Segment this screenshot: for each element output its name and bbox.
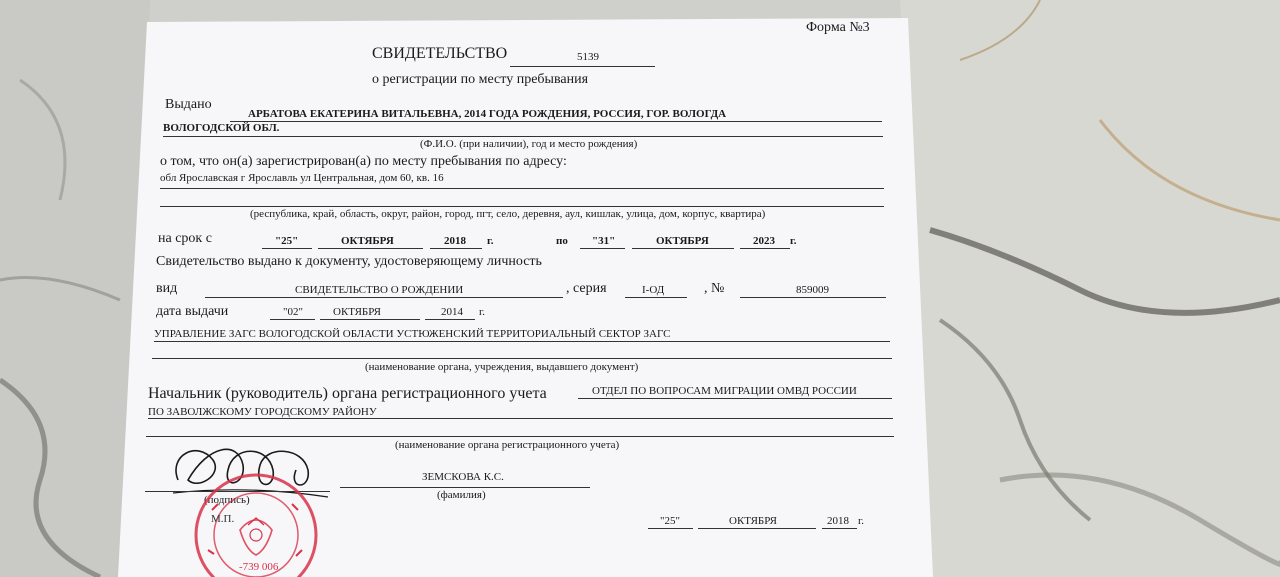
period-to-year-suffix: г.: [790, 235, 797, 247]
document-subtitle: о регистрации по месту пребывания: [372, 72, 589, 87]
period-to-month: ОКТЯБРЯ: [656, 235, 709, 247]
doc-number-underline: [740, 297, 886, 298]
final-date-month: ОКТЯБРЯ: [729, 515, 777, 527]
surname-underline: [340, 487, 590, 488]
period-to-year: 2023: [753, 235, 775, 247]
issue-date-year: 2014: [441, 306, 463, 318]
fio-hint: (Ф.И.О. (при наличии), год и место рождения): [420, 138, 638, 150]
address-underline-1: [160, 188, 884, 189]
issued-label: Выдано: [165, 97, 212, 112]
issue-date-month: ОКТЯБРЯ: [333, 306, 381, 318]
form-number: Форма №3: [806, 20, 870, 35]
stamp-number-fragment: -739 006: [239, 561, 279, 573]
head-org-underline-2: [148, 418, 893, 419]
doc-number-label: , №: [704, 281, 725, 296]
to-year-underline: [740, 248, 790, 249]
issued-to-line1: АРБАТОВА ЕКАТЕРИНА ВИТАЛЬЕВНА, 2014 ГОДА РОЖДЕНИЯ, РОССИЯ, ГОР. ВОЛОГДА: [248, 108, 727, 120]
issue-date-label: дата выдачи: [156, 304, 229, 319]
period-from-day: "25": [275, 235, 299, 247]
signature-hint: (подпись): [204, 494, 250, 506]
issuer-underline-2: [152, 358, 892, 359]
final-date-suffix: г.: [858, 515, 865, 527]
surname-value: ЗЕМСКОВА К.С.: [422, 471, 504, 483]
issued-underline-1: [230, 121, 882, 122]
surname-hint: (фамилия): [437, 489, 486, 501]
final-date-day: "25": [660, 515, 680, 527]
period-to-label: по: [556, 235, 568, 247]
from-year-underline: [430, 248, 482, 249]
final-year-underline: [822, 528, 857, 529]
document-title: СВИДЕТЕЛЬСТВО: [372, 45, 508, 62]
doc-series-value: I-ОД: [642, 284, 665, 296]
final-day-underline: [648, 528, 693, 529]
issued-to-line2: ВОЛОГОДСКОЙ ОБЛ.: [163, 122, 280, 134]
issue-year-underline: [425, 319, 475, 320]
issued-underline-2: [163, 136, 883, 137]
number-underline: [510, 66, 655, 67]
issuer-hint: (наименование органа, учреждения, выдавшего документ): [365, 361, 639, 373]
doc-number-value: 859009: [796, 284, 829, 296]
period-from-month: ОКТЯБРЯ: [341, 235, 394, 247]
document-text: Свидетельство выдано к документу, удостоверяющему личность: [156, 254, 542, 269]
issue-day-underline: [270, 319, 315, 320]
head-org-line2: ПО ЗАВОЛЖСКОМУ ГОРОДСКОМУ РАЙОНУ: [148, 406, 377, 418]
head-label: Начальник (руководитель) органа регистрационного учета: [148, 385, 547, 402]
head-org-line1: ОТДЕЛ ПО ВОПРОСАМ МИГРАЦИИ ОМВД РОССИИ: [592, 385, 857, 397]
from-day-underline: [262, 248, 312, 249]
address-hint: (республика, край, область, округ, район, город, пгт, село, деревня, аул, кишлак, улица, дом, корпус, квартира): [250, 208, 766, 220]
to-day-underline: [580, 248, 625, 249]
doc-kind-value: СВИДЕТЕЛЬСТВО О РОЖДЕНИИ: [295, 284, 464, 296]
address-value: обл Ярославская г Ярославль ул Центральная, дом 60, кв. 16: [160, 172, 444, 184]
certificate-number: 5139: [577, 51, 599, 63]
period-to-day: "31": [592, 235, 616, 247]
registered-text: о том, что он(а) зарегистрирован(а) по месту пребывания по адресу:: [160, 154, 567, 169]
issuer-underline-1: [154, 341, 890, 342]
doc-kind-underline: [205, 297, 563, 298]
address-underline-2: [160, 206, 884, 207]
doc-series-label: , серия: [566, 281, 607, 296]
final-date-year: 2018: [827, 515, 849, 527]
head-org-underline-1: [578, 398, 892, 399]
period-label: на срок с: [158, 231, 212, 246]
head-org-hint: (наименование органа регистрационного учета): [395, 439, 620, 451]
doc-kind-label: вид: [156, 281, 178, 296]
to-month-underline: [632, 248, 734, 249]
issue-date-day: "02": [283, 306, 303, 318]
issue-month-underline: [320, 319, 420, 320]
from-month-underline: [318, 248, 423, 249]
final-month-underline: [698, 528, 816, 529]
issuer-value: УПРАВЛЕНИЕ ЗАГС ВОЛОГОДСКОЙ ОБЛАСТИ УСТЮЖЕНСКИЙ ТЕРРИТОРИАЛЬНЫЙ СЕКТОР ЗАГС: [154, 328, 671, 340]
issue-date-suffix: г.: [479, 306, 486, 318]
stamp-label: М.П.: [211, 513, 235, 525]
period-from-year-suffix: г.: [487, 235, 494, 247]
doc-series-underline: [625, 297, 687, 298]
period-from-year: 2018: [444, 235, 466, 247]
